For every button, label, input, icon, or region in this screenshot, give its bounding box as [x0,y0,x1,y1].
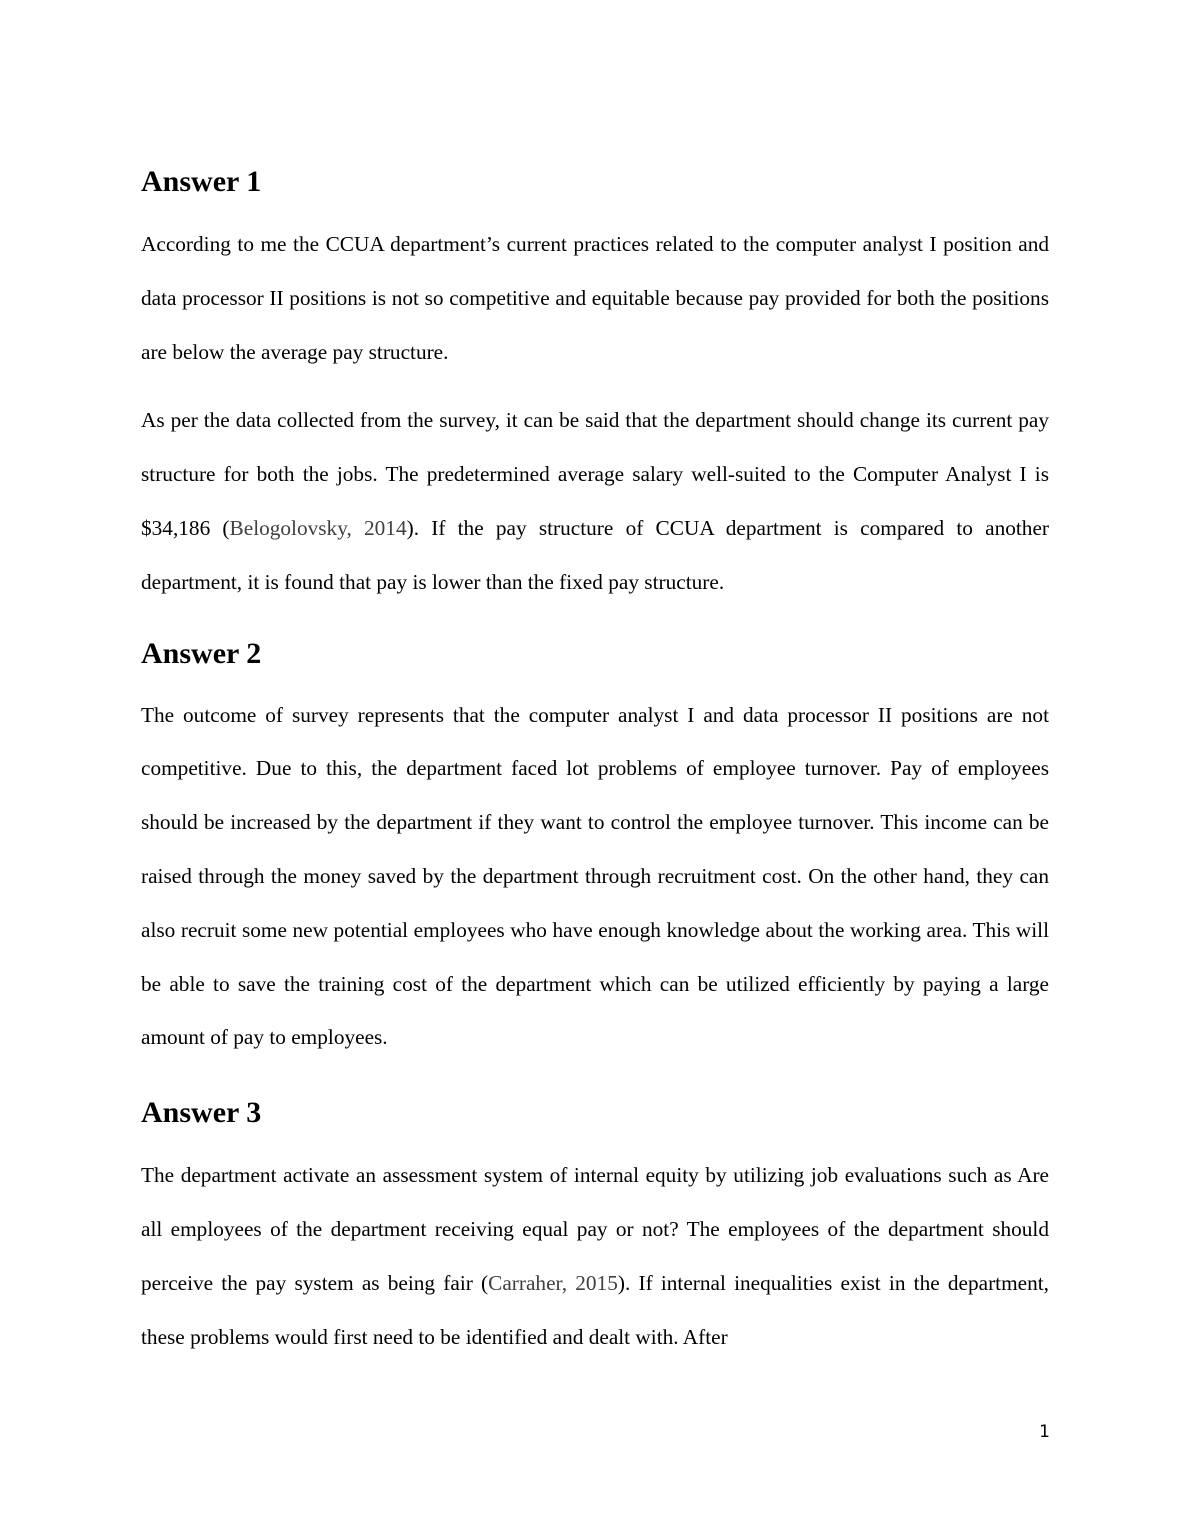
citation-carraher: Carraher, 2015 [488,1270,618,1295]
answer-1-paragraph-1: According to me the CCUA department’s current practices related to the computer analyst I position and data processor II positions is not so competitive and equitable because pay provided for both the positions are below the average pay structure. [141,232,1049,364]
answer-1-paragraph-2 [141,394,1049,609]
section-heading-answer-1: Answer 1 [141,165,262,198]
answer-3-paragraph-1 [141,1149,1049,1364]
citation-belogolovsky: Belogolovsky, 2014 [229,515,407,540]
answer-2-paragraph-1: The outcome of survey represents that the computer analyst I and data processor II positions are not competitive. Due to this, the department faced lot problems of employee turnover. Pay of employees should be increased by the department if they want to control the employee turnover. This income can be raised through the money saved by the department through recruitment cost. On the other hand, they can also recruit some new potential employees who have enough knowledge about the working area. This will be able to save the training cost of the department which can be utilized efficiently by paying a large amount of pay to employees. [141,702,1049,1050]
section-heading-answer-3: Answer 3 [141,1096,262,1130]
section-heading-answer-2: Answer 2 [141,636,262,670]
paragraph-text: As per the data collected from the survey, it can be said that the department should change its current pay structure for both the jobs. The predetermined average salary well-suited to the Computer Analyst I is $34,186 ( [141,408,1049,540]
document-body [141,160,1049,1364]
page-number: 1 [1039,1422,1050,1442]
paragraph-text: The department activate an assessment system of internal equity by utilizing job evaluations such as Are all employees of the department receiving equal pay or not? The employees of the department should perceive the pay system as being fair ( [141,1163,1049,1295]
paragraph-text: ). If internal inequalities exist in the department, these problems would first need to be identified and dealt with. After [141,1270,1049,1349]
paragraph-text: ). If the pay structure of CCUA department is compared to another department, it is found that pay is lower than the fixed pay structure. [141,515,1049,594]
